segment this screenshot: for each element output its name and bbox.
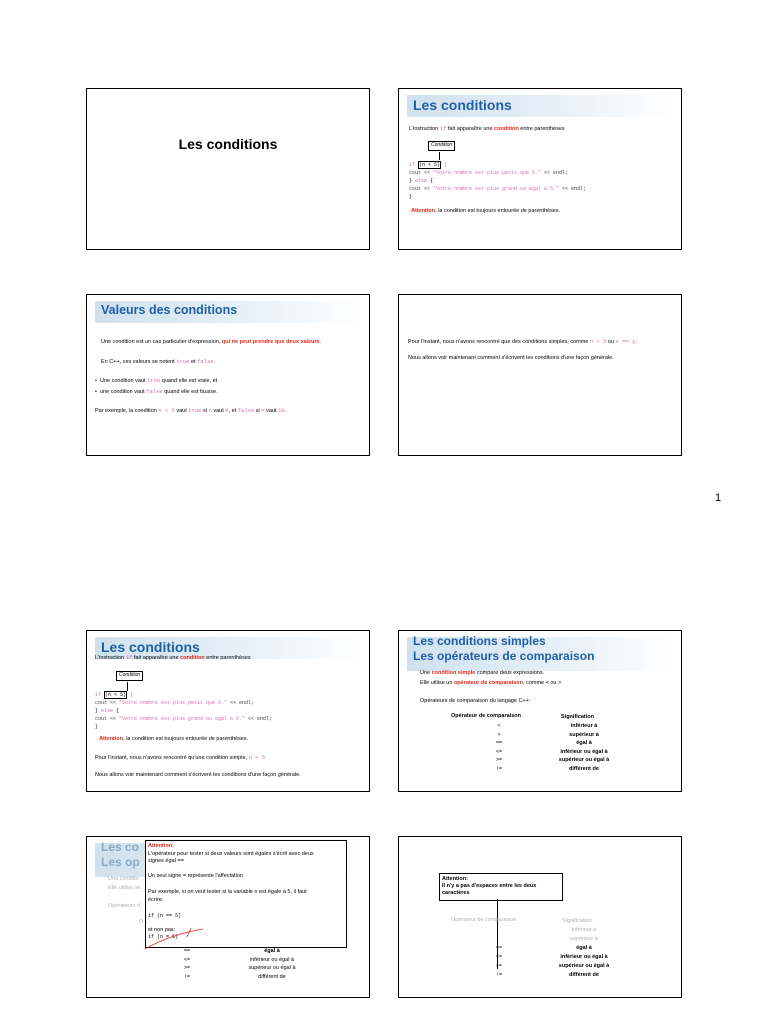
meaning-cell: supérieur à (570, 936, 598, 942)
slide-8 (398, 836, 682, 998)
meaning-cell: différent de (569, 765, 599, 772)
meaning-cell: différent de (569, 972, 599, 978)
condition-label-box: Condition (428, 141, 455, 151)
bullet-2: • une condition vaut false quand elle est fausse. (95, 388, 218, 395)
popup-line-2: signes égal == (148, 858, 184, 864)
paragraph-2: En C++, ces valeurs se notent true et false. (101, 358, 216, 365)
operator-cell: != (183, 973, 190, 980)
intro-a: L'instruction (409, 126, 440, 132)
intro-em: condition (494, 126, 519, 132)
intro-b: fait apparaître une (446, 126, 495, 132)
attention-note (411, 208, 560, 215)
operator-cell: == (495, 945, 502, 951)
background-line-4: O (139, 919, 144, 925)
meaning-cell: égal à (264, 948, 280, 954)
code-condition: (n < 5) (419, 162, 441, 168)
popup-code-correct: if (n == 5) (148, 913, 182, 919)
condition-label-box: Condition (116, 671, 143, 681)
operator-cell: != (495, 972, 502, 978)
callout-line-2: Il n'y a pas d'espaces entre les deux (442, 883, 537, 889)
operator-cell: <= (495, 748, 502, 755)
slide-5 (86, 630, 370, 792)
paragraph-3: Opérateurs de comparaison du langage C++: (420, 698, 531, 704)
operator-cell: <= (495, 954, 502, 960)
meaning-cell: inférieur à (571, 927, 597, 933)
paragraph-4: Nous allons voir maintenant comment s'écrivent les conditions d'une façon générale. (95, 772, 301, 778)
paragraph-2: Nous allons voir maintenant comment s'écrivent les conditions d'une façon générale. (408, 355, 614, 361)
operators-column (479, 926, 519, 980)
popup-line-1: L'opérateur pour tester si deux valeurs sont égales s'écrit avec deux (148, 851, 314, 857)
slide-1-title: Les conditions (178, 136, 278, 152)
slide-6 (398, 630, 682, 792)
code-block (409, 161, 586, 201)
meaning-cell: inférieur ou égal à (560, 748, 608, 755)
paragraph-3: Pour l'instant, nous n'avons rencontré qu'une condition simple, n < 5 (95, 754, 266, 761)
meaning-cell: inférieur ou égal à (249, 956, 295, 963)
connector-line (127, 682, 128, 691)
paragraph-1: Une condition est un cas particulier d'expression, qui ne peut prendre que deux valeurs. (101, 339, 322, 345)
meaning-cell: différent de (258, 973, 286, 980)
meaning-cell: supérieur ou égal à (558, 963, 610, 969)
intro-c: entre parenthèses (518, 126, 565, 132)
code-condition: (n < 5) (105, 692, 127, 698)
slide-6-title-line-1: Les conditions simples (413, 634, 546, 648)
code-line: } (95, 724, 99, 730)
slide-1 (86, 88, 370, 250)
code-line: cout << "Votre nombre est plus petit que 5." << endl; (409, 170, 569, 176)
strike-mark (139, 927, 209, 953)
code-line: cout << "Votre nombre est plus grand ou egal a 5." << endl; (409, 186, 587, 192)
bullet-1: • Une condition vaut true quand elle est vraie, et (95, 377, 218, 384)
intro-text: L'instruction if fait apparaître une condition entre parenthèses (95, 654, 251, 661)
code-line: if (n < 5) { (95, 692, 134, 698)
operator-cell (479, 926, 519, 935)
column-header-operator: Opérateur de comparaison (451, 917, 517, 923)
popup-heading: Attention: (148, 843, 174, 849)
code-line: if (n < 5) { (409, 162, 448, 168)
meaning-cell: inférieur ou égal à (560, 954, 608, 960)
slide-4 (398, 294, 682, 456)
operator-cell: < (497, 723, 501, 729)
slide-2-title: Les conditions (413, 97, 512, 113)
attention-note: Attention, la condition est toujours entourée de parenthèses. (99, 736, 249, 742)
code-line: } else { (409, 178, 434, 184)
background-line-2: Elle utilise un (108, 885, 141, 891)
meanings-column (544, 926, 624, 980)
column-header-meaning: Signification (562, 918, 592, 924)
meanings-column (544, 722, 624, 773)
operator-cell: == (495, 740, 502, 746)
popup-code-wrong: if (n = 5) (148, 934, 179, 940)
operator-cell: <= (183, 956, 190, 963)
popup-line-4: Par exemple, si on veut tester si la variable n est égale à 5, il faut (148, 889, 307, 895)
attention-rest: , la condition est toujours entourée de parenthèses. (435, 208, 561, 214)
operator-cell: >= (183, 965, 190, 971)
callout-line-3: caractères (442, 890, 470, 896)
column-header-meaning: Signification (561, 714, 594, 720)
intro-code: if (439, 125, 447, 132)
operator-cell: != (495, 765, 502, 772)
background-line-1: Une conditio (108, 876, 139, 882)
meaning-cell: égal à (576, 740, 592, 746)
code-line: } (409, 194, 413, 200)
operator-cell: == (183, 948, 190, 954)
intro-text (409, 126, 565, 133)
meaning-cell: supérieur à (569, 731, 599, 738)
popup-line-5: écrire: (148, 897, 164, 903)
example-text: Par exemple, la condition n < 5 vaut true si n vaut 0, et false si n vaut 10. (95, 407, 287, 414)
slide-2 (398, 88, 682, 250)
code-line: cout << "Votre nombre est plus grand ou egal a 5." << endl; (95, 716, 273, 722)
operator-cell: >= (495, 757, 502, 763)
slide-7-title-line-1: Les co (101, 840, 140, 854)
paragraph-1: Pour l'instant, nous n'avons rencontré que des conditions simples, comme n < 5 ou x == y. (408, 338, 637, 345)
popup-line-3: Un seul signe = représente l'affectation (148, 873, 243, 879)
slide-5-title: Les conditions (101, 639, 200, 655)
meaning-cell: supérieur ou égal à (558, 757, 610, 763)
code-line: } else { (95, 708, 120, 714)
operator-cell (479, 935, 519, 944)
background-line-3: Opérateurs d (108, 903, 141, 909)
meaning-cell: supérieur ou égal à (248, 965, 296, 971)
emphasis: qui ne peut prendre que deux valeurs (221, 339, 320, 345)
operator-cell: > (497, 731, 501, 738)
page-number: 1 (715, 492, 722, 504)
meanings-column (232, 947, 312, 981)
slide-3 (86, 294, 370, 456)
popup-line-6: et non pas: (148, 927, 176, 933)
paragraph-2: Elle utilise un opérateur de comparaison, comme < ou > (420, 680, 562, 686)
callout-line-1: Attention: (442, 876, 468, 882)
operators-column (479, 722, 519, 773)
slide-6-title-line-2: Les opérateurs de comparaison (413, 649, 595, 663)
connector-line (439, 152, 440, 160)
spacing-callout (439, 873, 563, 901)
code-block (95, 691, 272, 731)
operator-cell: >= (495, 963, 502, 969)
column-header-operator: Opérateur de comparaison (451, 713, 521, 719)
paragraph-1: Une condition simple compare deux expressions. (420, 670, 545, 676)
meaning-cell: inférieur à (570, 723, 598, 729)
slide-3-title: Valeurs des conditions (101, 303, 238, 317)
attention-em: Attention (411, 208, 436, 214)
slide-7 (86, 836, 370, 998)
meaning-cell: égal à (576, 945, 592, 951)
code-line: cout << "Votre nombre est plus petit que 5." << endl; (95, 700, 255, 706)
slide-7-title-line-2: Les op (101, 855, 140, 869)
